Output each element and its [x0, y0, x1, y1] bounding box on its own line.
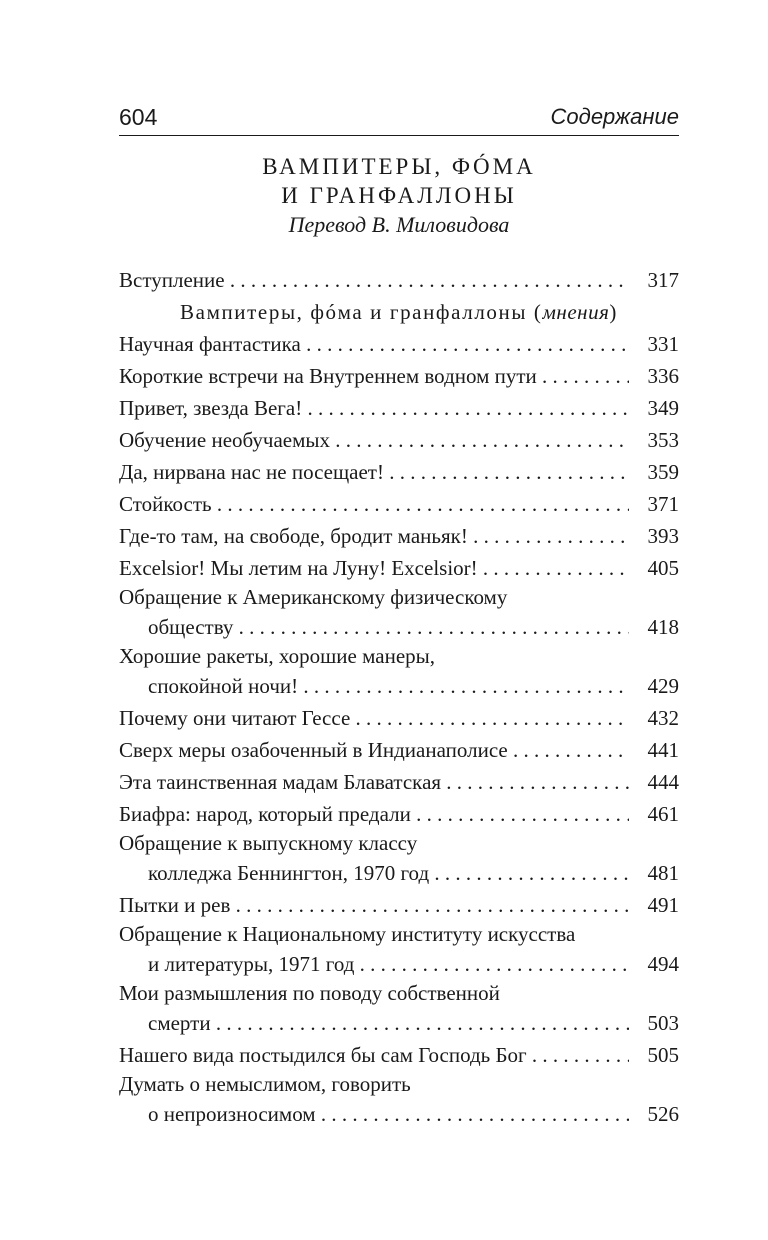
book-title-line-1: ВАМПИТЕРЫ, ФÓМА: [262, 154, 536, 179]
toc-entry[interactable]: [119, 456, 679, 488]
toc-entry[interactable]: [119, 1039, 679, 1071]
toc-entry[interactable]: [119, 857, 679, 889]
toc-entry-first-line: Обращение к выпускному классу: [119, 831, 418, 855]
toc-entry[interactable]: [119, 766, 679, 798]
toc-entry-page: 317: [647, 268, 679, 292]
toc-entry-title: спокойной ночи! . . .: [148, 670, 629, 702]
toc-entry-first-line: Мои размышления по поводу собственной: [119, 981, 500, 1005]
toc-entry-title: Обучение необучаемых . . .: [119, 424, 629, 456]
toc-entry-title: о непроизносимом . . .: [148, 1098, 629, 1130]
toc-entry-title: обществу . . .: [148, 611, 629, 643]
toc-entry-page: 359: [647, 460, 679, 484]
table-of-contents: [119, 264, 679, 1130]
toc-entry-title: Привет, звезда Вега! . . .: [119, 392, 629, 424]
toc-entry-page: 331: [647, 332, 679, 356]
section-note: мнения: [542, 300, 610, 324]
toc-entry-page: 481: [647, 861, 679, 885]
toc-entry[interactable]: [119, 392, 679, 424]
toc-entry[interactable]: [119, 889, 679, 921]
toc-entry[interactable]: [119, 1007, 679, 1039]
toc-entry-title: и литературы, 1971 год . . .: [148, 948, 629, 980]
toc-entry-title: Почему они читают Гессе . . .: [119, 702, 629, 734]
toc-entry-page: 353: [647, 428, 679, 452]
section-title: Вампитеры, фóма и гранфаллоны: [180, 300, 528, 324]
toc-entry-page: 429: [647, 674, 679, 698]
toc-entry-title: Excelsior! Мы летим на Луну! Excelsior! . . .: [119, 552, 629, 584]
toc-entry-page: 444: [647, 770, 679, 794]
toc-entry-page: 432: [647, 706, 679, 730]
toc-entry-title: Нашего вида постыдился бы сам Господь Бог . . .: [119, 1039, 629, 1071]
toc-entry[interactable]: [119, 360, 679, 392]
toc-entry-page: 503: [647, 1011, 679, 1035]
toc-entry[interactable]: [119, 552, 679, 584]
toc-entry[interactable]: [119, 948, 679, 980]
toc-entry[interactable]: [119, 328, 679, 360]
toc-entry-page: 418: [647, 615, 679, 639]
toc-entry[interactable]: [119, 1098, 679, 1130]
book-title-line-2: И ГРАНФАЛЛОНЫ: [281, 183, 517, 208]
toc-entry-first-line: Обращение к Американскому физическому: [119, 585, 508, 609]
toc-entry-page: 461: [647, 802, 679, 826]
toc-entry-title: смерти . . .: [148, 1007, 629, 1039]
toc-entry-first-line: Хорошие ракеты, хорошие манеры,: [119, 644, 435, 668]
toc-entry-page: 349: [647, 396, 679, 420]
toc-entry-title: Эта таинственная мадам Блаватская . . .: [119, 766, 629, 798]
toc-entry-page: 336: [647, 364, 679, 388]
toc-entry-title: Где-то там, на свободе, бродит маньяк! . . .: [119, 520, 629, 552]
toc-entry-title: Вступление . . .: [119, 264, 629, 296]
page-number: 604: [119, 104, 158, 130]
toc-entry[interactable]: [119, 734, 679, 766]
toc-entry-title: колледжа Беннингтон, 1970 год . . .: [148, 857, 629, 889]
toc-entry[interactable]: [119, 670, 679, 702]
toc-entry-page: 491: [647, 893, 679, 917]
toc-entry[interactable]: [119, 798, 679, 830]
translator-credit: Перевод В. Миловидова: [288, 212, 510, 237]
toc-entry-title: Научная фантастика . . .: [119, 328, 629, 360]
toc-entry-title: Сверх меры озабоченный в Индианаполисе . . .: [119, 734, 629, 766]
toc-entry[interactable]: [119, 520, 679, 552]
toc-entry-page: 371: [647, 492, 679, 516]
toc-entry-page: 405: [647, 556, 679, 580]
toc-entry-title: Пытки и рев . . .: [119, 889, 629, 921]
toc-entry[interactable]: [119, 488, 679, 520]
book-title-block: [119, 152, 679, 239]
running-title: Содержание: [550, 104, 679, 129]
toc-entry[interactable]: [119, 702, 679, 734]
toc-entry-page: 526: [647, 1102, 679, 1126]
page-header: [119, 100, 679, 134]
toc-entry[interactable]: [119, 264, 679, 296]
toc-entry-page: 494: [647, 952, 679, 976]
header-rule: [119, 135, 679, 136]
toc-section-heading: Вампитеры, фóма и гранфаллоны (мнения): [180, 300, 618, 324]
toc-entry-page: 393: [647, 524, 679, 548]
toc-entry-title: Стойкость . . .: [119, 488, 629, 520]
toc-entry-page: 441: [647, 738, 679, 762]
toc-entry-first-line: Думать о немыслимом, говорить: [119, 1072, 411, 1096]
toc-entry-title: Короткие встречи на Внутреннем водном пути . . .: [119, 360, 629, 392]
toc-entry[interactable]: [119, 424, 679, 456]
toc-entry-title: Биафра: народ, который предали . . .: [119, 798, 629, 830]
toc-entry-first-line: Обращение к Национальному институту искусства: [119, 922, 576, 946]
toc-entry-title: Да, нирвана нас не посещает! . . .: [119, 456, 629, 488]
toc-entry[interactable]: [119, 611, 679, 643]
toc-entry-page: 505: [647, 1043, 679, 1067]
